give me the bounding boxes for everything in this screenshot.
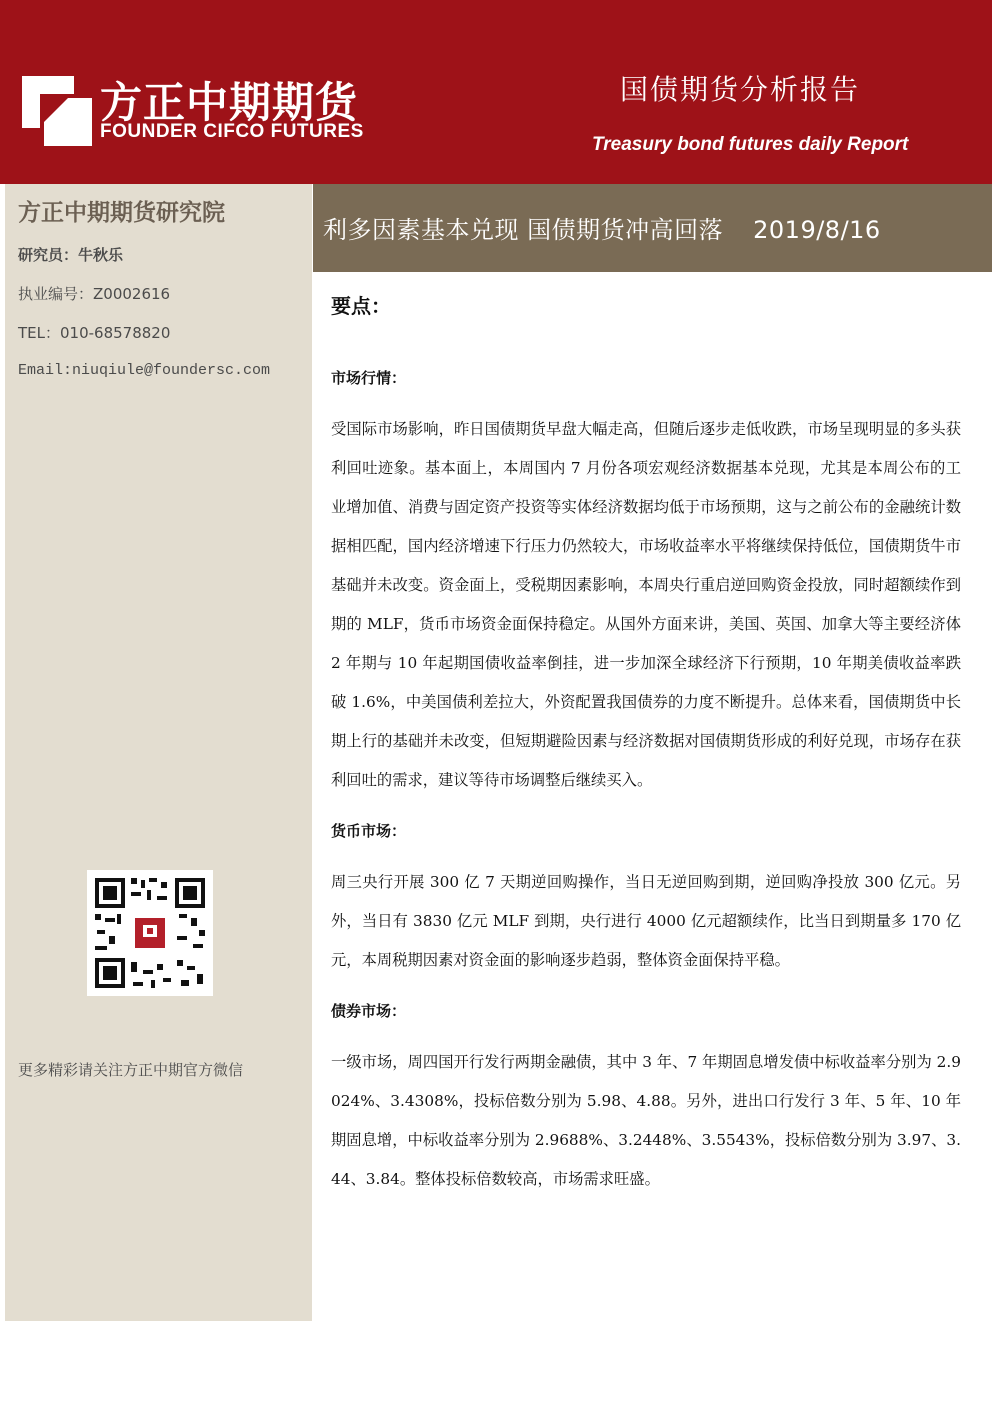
section-body-market: 受国际市场影响，昨日国债期货早盘大幅走高，但随后逐步走低收跌，市场呈现明显的多头获利回吐迹象。基本面上，本周国内 7 月份各项宏观经济数据基本兑现，尤其是本周公布的工业增加值、消费与固定资产投资等实体经济数据均低于市场预期，这与之前公布的金融统计数据相匹配，国内经济增速下行压力仍然较大，市场收益率水平将继续保持低位，国债期货牛市基础并未改变。资金面上，受税期因素影响，本周央行重启逆回购资金投放，同时超额续作到期的 MLF，货币市场资金面保持稳定。从国外方面来讲，美国、英国、加拿大等主要经济体 2 年期与 10 年起期国债收益率倒挂，进一步加深全球经济下行预期，10 年期美债收益率跌破 1.6%，中美国债利差拉大，外资配置我国债券的力度不断提升。总体来看，国债期货中长期上行的基础并未改变，但短期避险因素与经济数据对国债期货形成的利好兑现，市场存在获利回吐的需求，建议等待市场调整后继续买入。 [331, 420, 961, 789]
sidebar [5, 184, 312, 1321]
qr-code-icon[interactable] [87, 870, 213, 996]
report-title-en: Treasury bond futures daily Report [592, 134, 909, 155]
main-content [331, 290, 961, 1199]
section-body-bond: 一级市场，周四国开行发行两期金融债，其中 3 年、7 年期固息增发债中标收益率分别为 2.9024%、3.4308%，投标倍数分别为 5.98、4.88。另外，进出口行发行 3 年、5 年、10 年期固息增，中标收益率分别为 2.9688%、3.2448%、3.5543%，投标倍数分别为 3.97、3.44、3.84。整体投标倍数较高，市场需求旺盛。 [331, 1053, 961, 1188]
key-points-heading: 要点： [331, 294, 391, 318]
headline-text: 利多因素基本兑现 国债期货冲高回落 [323, 216, 724, 244]
report-title-cn: 国债期货分析报告 [620, 73, 861, 106]
logo-english-name: FOUNDER CIFCO FUTURES [100, 121, 364, 142]
founder-logo-icon [22, 76, 92, 146]
section-heading-bond: 债券市场： [331, 1002, 407, 1020]
researcher: 研究员：牛秋乐 [18, 246, 124, 264]
logo-chinese-name: 方正中期期货 [100, 78, 359, 127]
email-link[interactable]: Email:niuqiule@foundersc.com [18, 362, 271, 379]
qr-caption: 更多精彩请关注方正中期官方微信 [18, 1061, 244, 1079]
section-body-money: 周三央行开展 300 亿 7 天期逆回购操作，当日无逆回购到期，逆回购净投放 300 亿元。另外，当日有 3830 亿元 MLF 到期，央行进行 4000 亿元超额续作，比当日到期量多 170 亿元，本周税期因素对资金面的影响逐步趋弱，整体资金面保持平稳。 [331, 873, 961, 969]
license-number: 执业编号：Z0002616 [18, 285, 171, 303]
section-heading-market: 市场行情： [331, 369, 407, 387]
institute-name: 方正中期期货研究院 [18, 200, 225, 226]
section-heading-money: 货币市场： [331, 822, 407, 840]
telephone: TEL：010-68578820 [18, 324, 171, 342]
report-headline [323, 210, 881, 245]
report-date: 2019/8/16 [753, 216, 881, 244]
